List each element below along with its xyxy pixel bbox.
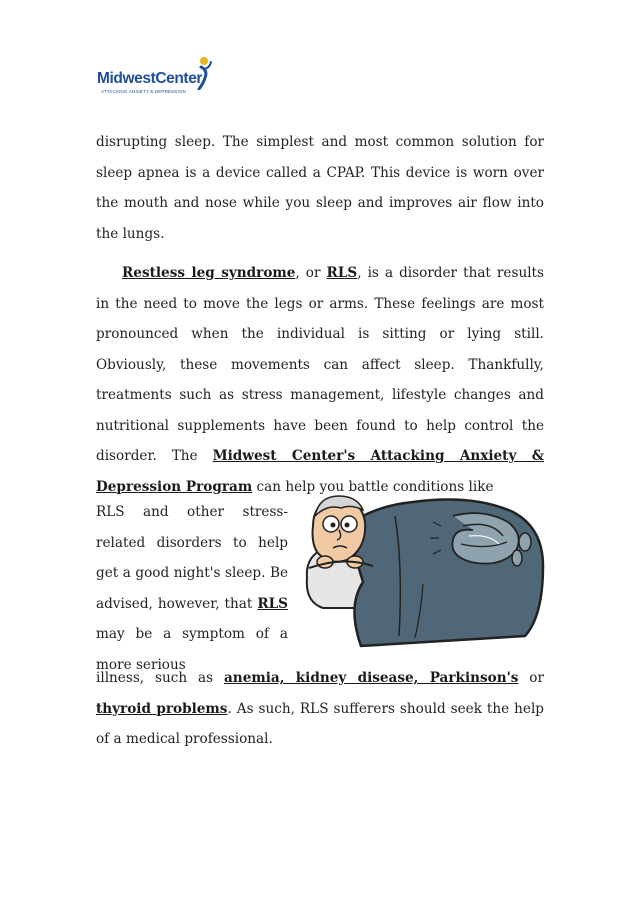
paragraph-sleep-apnea	[96, 127, 544, 249]
paragraph-rls-illness	[96, 663, 544, 755]
term-restless-leg-syndrome: Restless leg syndrome	[122, 265, 296, 281]
paragraph2-body1: , is a disorder that results in the need to move the legs or arms. These feelings are most pronounced when the individual is sitting or lying still. Obviously, these movements can affect sleep. Thankfully, treatments such as stress management, lifestyle changes and nutritional supplements have been found to help control the disorder. The	[96, 265, 544, 464]
paragraph3-or: or	[518, 670, 544, 686]
logo-tagline: ATTACKING ANXIETY & DEPRESSION	[101, 89, 186, 94]
paragraph2-tail1: RLS and other stress-related disorders to help get a good night's sleep. Be advised, however, that	[96, 504, 288, 612]
program-name: Midwest Center's Attacking Anxiety & Depression Program	[96, 448, 544, 495]
condition-thyroid: thyroid problems	[96, 700, 228, 717]
logo-name: MidwestCenter	[97, 70, 203, 87]
paragraph-rls-continued	[96, 497, 288, 680]
conditions-list: anemia, kidney disease, Parkinson's	[224, 670, 519, 686]
paragraph-rls	[96, 258, 544, 502]
paragraph3-intro: illness, such as	[96, 670, 224, 686]
paragraph3-body: . As such, RLS sufferers should seek the help of a medical professional.	[96, 700, 545, 747]
midwest-center-logo	[97, 56, 213, 100]
paragraph1-text: disrupting sleep. The simplest and most common solution for sleep apnea is a device called a CPAP. This device is worn over the mouth and nose while you sleep and improves air flow into the lungs.	[96, 134, 544, 242]
paragraph2-body2: can help you battle conditions like	[252, 478, 494, 495]
person-figure-icon	[196, 56, 212, 90]
paragraph2-tail2: may be a symptom of a more serious	[96, 626, 288, 673]
term-rls-2: RLS	[257, 595, 288, 612]
term-rls: RLS	[326, 265, 358, 281]
restless-legs-illustration	[303, 486, 547, 650]
paragraph2-connector: , or	[295, 265, 327, 281]
